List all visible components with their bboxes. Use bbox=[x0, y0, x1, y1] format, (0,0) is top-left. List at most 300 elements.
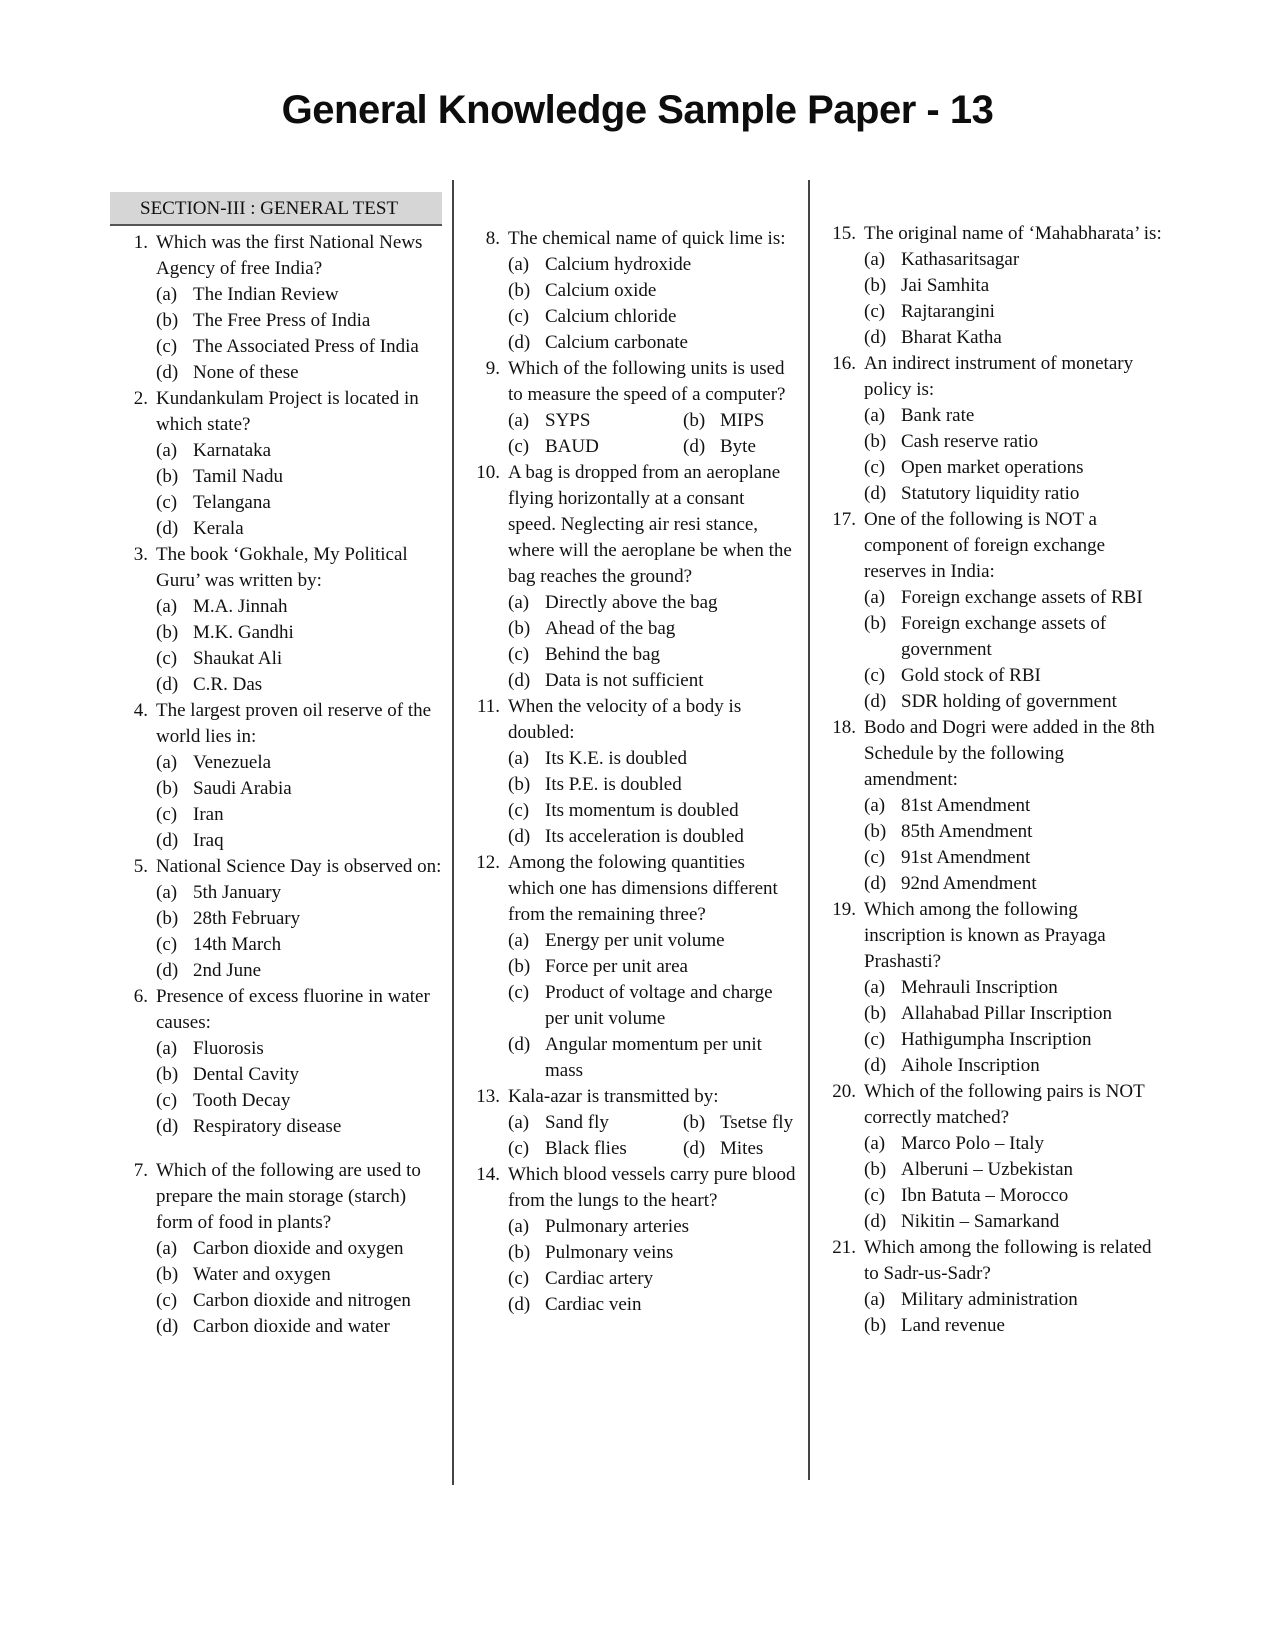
option-label: (c) bbox=[156, 1290, 178, 1311]
option-text: 28th February bbox=[193, 908, 301, 929]
option-label: (b) bbox=[508, 280, 531, 301]
option-label: (b) bbox=[864, 613, 887, 634]
question-number: 20. bbox=[832, 1081, 856, 1102]
option-label: (a) bbox=[156, 596, 178, 617]
option-item bbox=[864, 819, 1162, 845]
option-item bbox=[156, 360, 442, 386]
option-item bbox=[864, 1157, 1162, 1183]
question-text: When the velocity of a body is doubled: bbox=[508, 696, 742, 743]
option-label: (d) bbox=[156, 1116, 179, 1137]
question-text: Which among the following inscription is known as Prayaga Prashasti? bbox=[864, 899, 1106, 972]
option-label: (a) bbox=[508, 1112, 530, 1133]
option-text: MIPS bbox=[720, 410, 765, 431]
option-text: Kerala bbox=[193, 518, 244, 539]
option-label: (d) bbox=[508, 332, 531, 353]
option-label: (a) bbox=[156, 1038, 178, 1059]
option-label: (a) bbox=[864, 405, 886, 426]
question-number: 5. bbox=[133, 856, 148, 877]
option-text: Open market operations bbox=[901, 457, 1084, 478]
question-number: 19. bbox=[832, 899, 856, 920]
option-label: (d) bbox=[508, 1034, 531, 1055]
option-label: (b) bbox=[156, 778, 179, 799]
option-text: Bank rate bbox=[901, 405, 975, 426]
question-item bbox=[114, 698, 442, 854]
option-text: Carbon dioxide and nitrogen bbox=[193, 1290, 411, 1311]
option-label: (c) bbox=[864, 457, 886, 478]
option-item bbox=[156, 932, 442, 958]
option-item bbox=[864, 247, 1162, 273]
option-label: (b) bbox=[156, 466, 179, 487]
option-item bbox=[156, 438, 442, 464]
question-number: 2. bbox=[133, 388, 148, 409]
option-item bbox=[156, 776, 442, 802]
option-item bbox=[508, 746, 796, 772]
option-label: (c) bbox=[508, 1138, 530, 1159]
option-item bbox=[508, 304, 796, 330]
option-text: Karnataka bbox=[193, 440, 272, 461]
option-text: Tamil Nadu bbox=[193, 466, 283, 487]
option-text: Cardiac vein bbox=[545, 1294, 642, 1315]
option-item bbox=[156, 1262, 442, 1288]
option-label: (d) bbox=[508, 1294, 531, 1315]
question-item bbox=[114, 984, 442, 1140]
option-text: None of these bbox=[193, 362, 299, 383]
option-item bbox=[508, 1110, 683, 1136]
option-label: (a) bbox=[864, 977, 886, 998]
option-label: (a) bbox=[508, 254, 530, 275]
option-item bbox=[508, 1240, 796, 1266]
option-label: (b) bbox=[508, 774, 531, 795]
option-item bbox=[508, 954, 796, 980]
question-text: The book ‘Gokhale, My Political Guru’ was written by: bbox=[156, 544, 408, 591]
option-item bbox=[156, 516, 442, 542]
option-text: Carbon dioxide and water bbox=[193, 1316, 390, 1337]
question-number: 18. bbox=[832, 717, 856, 738]
question-text: Bodo and Dogri were added in the 8th Schedule by the following amendment: bbox=[864, 717, 1155, 790]
option-label: (a) bbox=[156, 1238, 178, 1259]
question-text: The chemical name of quick lime is: bbox=[508, 228, 786, 249]
option-text: Marco Polo – Italy bbox=[901, 1133, 1045, 1154]
option-label: (b) bbox=[864, 431, 887, 452]
option-text: Iraq bbox=[193, 830, 224, 851]
option-item bbox=[864, 1287, 1162, 1313]
option-text: Gold stock of RBI bbox=[901, 665, 1041, 686]
option-text: Bharat Katha bbox=[901, 327, 1002, 348]
option-text: Calcium oxide bbox=[545, 280, 657, 301]
question-number: 7. bbox=[133, 1160, 148, 1181]
question-text: Which among the following is related to Sadr-us-Sadr? bbox=[864, 1237, 1152, 1284]
question-number: 12. bbox=[476, 852, 500, 873]
option-label: (a) bbox=[156, 440, 178, 461]
option-item bbox=[508, 590, 796, 616]
question-item bbox=[114, 386, 442, 542]
question-number: 9. bbox=[485, 358, 500, 379]
question-list-3 bbox=[822, 221, 1162, 1339]
option-text: Carbon dioxide and oxygen bbox=[193, 1238, 404, 1259]
option-item bbox=[156, 282, 442, 308]
question-item bbox=[822, 351, 1162, 507]
option-item bbox=[156, 308, 442, 334]
option-label: (b) bbox=[864, 1315, 887, 1336]
option-text: Respiratory disease bbox=[193, 1116, 342, 1137]
column-2 bbox=[466, 226, 796, 1318]
option-label: (b) bbox=[864, 1159, 887, 1180]
option-item bbox=[864, 481, 1162, 507]
option-item bbox=[508, 1032, 796, 1084]
option-item bbox=[864, 793, 1162, 819]
option-item bbox=[864, 1313, 1162, 1339]
option-text: Nikitin – Samarkand bbox=[901, 1211, 1060, 1232]
option-label: (b) bbox=[864, 821, 887, 842]
question-number: 14. bbox=[476, 1164, 500, 1185]
option-item bbox=[156, 594, 442, 620]
option-label: (c) bbox=[508, 306, 530, 327]
option-label: (d) bbox=[864, 873, 887, 894]
option-label: (a) bbox=[508, 748, 530, 769]
option-text: SYPS bbox=[545, 410, 591, 431]
option-row bbox=[508, 1136, 796, 1162]
option-text: Mites bbox=[720, 1138, 764, 1159]
question-text: National Science Day is observed on: bbox=[156, 856, 442, 877]
option-text: The Associated Press of India bbox=[193, 336, 419, 357]
option-item bbox=[508, 616, 796, 642]
option-label: (d) bbox=[156, 830, 179, 851]
option-text: Force per unit area bbox=[545, 956, 688, 977]
question-number: 4. bbox=[133, 700, 148, 721]
option-label: (b) bbox=[156, 310, 179, 331]
option-item bbox=[508, 278, 796, 304]
option-text: Rajtarangini bbox=[901, 301, 995, 322]
option-label: (a) bbox=[508, 930, 530, 951]
option-label: (c) bbox=[156, 648, 178, 669]
question-number: 17. bbox=[832, 509, 856, 530]
option-label: (c) bbox=[156, 804, 178, 825]
option-label: (c) bbox=[864, 1185, 886, 1206]
option-text: Dental Cavity bbox=[193, 1064, 300, 1085]
option-label: (c) bbox=[508, 800, 530, 821]
option-item bbox=[156, 1088, 442, 1114]
option-item bbox=[156, 958, 442, 984]
option-text: 92nd Amendment bbox=[901, 873, 1037, 894]
option-item bbox=[508, 980, 796, 1032]
option-item bbox=[508, 798, 796, 824]
question-text: Kundankulam Project is located in which state? bbox=[156, 388, 419, 435]
question-text: Which blood vessels carry pure blood from the lungs to the heart? bbox=[508, 1164, 796, 1211]
option-text: Product of voltage and charge per unit volume bbox=[545, 982, 773, 1029]
question-text: The largest proven oil reserve of the world lies in: bbox=[156, 700, 432, 747]
question-item bbox=[466, 226, 796, 356]
option-label: (a) bbox=[864, 587, 886, 608]
option-item bbox=[508, 668, 796, 694]
option-text: Angular momentum per unit mass bbox=[545, 1034, 762, 1081]
option-label: (d) bbox=[683, 436, 706, 457]
option-label: (c) bbox=[156, 1090, 178, 1111]
option-text: 14th March bbox=[193, 934, 282, 955]
question-number: 16. bbox=[832, 353, 856, 374]
option-label: (d) bbox=[508, 826, 531, 847]
option-text: 91st Amendment bbox=[901, 847, 1031, 868]
option-text: C.R. Das bbox=[193, 674, 263, 695]
option-label: (b) bbox=[683, 1112, 706, 1133]
option-text: M.K. Gandhi bbox=[193, 622, 294, 643]
option-item bbox=[864, 1209, 1162, 1235]
option-item bbox=[508, 252, 796, 278]
option-item bbox=[508, 330, 796, 356]
option-item bbox=[864, 975, 1162, 1001]
question-text: Which of the following are used to prepare the main storage (starch) form of food in plants? bbox=[156, 1160, 421, 1233]
option-item bbox=[508, 824, 796, 850]
option-label: (d) bbox=[864, 1055, 887, 1076]
question-item bbox=[466, 694, 796, 850]
question-number: 11. bbox=[476, 696, 500, 717]
column-3 bbox=[822, 221, 1162, 1339]
option-item bbox=[156, 802, 442, 828]
option-label: (c) bbox=[864, 665, 886, 686]
option-text: Calcium carbonate bbox=[545, 332, 688, 353]
option-item bbox=[156, 1114, 442, 1140]
option-text: Cardiac artery bbox=[545, 1268, 654, 1289]
option-label: (a) bbox=[508, 592, 530, 613]
option-text: Fluorosis bbox=[193, 1038, 264, 1059]
question-text: The original name of ‘Mahabharata’ is: bbox=[864, 223, 1162, 244]
option-text: Jai Samhita bbox=[901, 275, 990, 296]
option-label: (a) bbox=[156, 882, 178, 903]
option-text: Data is not sufficient bbox=[545, 670, 704, 691]
option-item bbox=[683, 1136, 763, 1162]
column-1 bbox=[110, 192, 442, 1340]
question-item bbox=[466, 1162, 796, 1318]
option-text: Cash reserve ratio bbox=[901, 431, 1039, 452]
question-number: 15. bbox=[832, 223, 856, 244]
option-item bbox=[508, 772, 796, 798]
option-text: 85th Amendment bbox=[901, 821, 1033, 842]
option-label: (c) bbox=[864, 1029, 886, 1050]
option-label: (a) bbox=[156, 284, 178, 305]
section-header: SECTION-III : GENERAL TEST bbox=[110, 192, 442, 226]
question-number: 6. bbox=[133, 986, 148, 1007]
question-item bbox=[114, 542, 442, 698]
option-item bbox=[508, 1214, 796, 1240]
option-item bbox=[156, 1062, 442, 1088]
option-item bbox=[683, 1110, 793, 1136]
option-label: (a) bbox=[864, 1289, 886, 1310]
option-item bbox=[156, 1314, 442, 1340]
option-label: (d) bbox=[864, 483, 887, 504]
option-item bbox=[156, 620, 442, 646]
option-item bbox=[864, 429, 1162, 455]
option-item bbox=[864, 871, 1162, 897]
option-text: Kathasaritsagar bbox=[901, 249, 1020, 270]
option-label: (b) bbox=[508, 956, 531, 977]
option-label: (d) bbox=[156, 362, 179, 383]
question-text: Which was the first National News Agency of free India? bbox=[156, 232, 423, 279]
option-text: Pulmonary arteries bbox=[545, 1216, 690, 1237]
option-text: Its P.E. is doubled bbox=[545, 774, 682, 795]
option-text: Land revenue bbox=[901, 1315, 1005, 1336]
question-item bbox=[822, 507, 1162, 715]
option-label: (d) bbox=[683, 1138, 706, 1159]
option-item bbox=[864, 325, 1162, 351]
option-label: (d) bbox=[864, 1211, 887, 1232]
option-item bbox=[864, 299, 1162, 325]
option-text: Alberuni – Uzbekistan bbox=[901, 1159, 1074, 1180]
page-title: General Knowledge Sample Paper - 13 bbox=[281, 88, 994, 132]
question-number: 13. bbox=[476, 1086, 500, 1107]
option-label: (c) bbox=[508, 644, 530, 665]
option-text: Pulmonary veins bbox=[545, 1242, 674, 1263]
question-text: Kala-azar is transmitted by: bbox=[508, 1086, 719, 1107]
option-text: Its K.E. is doubled bbox=[545, 748, 687, 769]
option-label: (d) bbox=[156, 518, 179, 539]
option-item bbox=[864, 845, 1162, 871]
option-label: (a) bbox=[864, 795, 886, 816]
option-text: Saudi Arabia bbox=[193, 778, 292, 799]
option-item bbox=[156, 750, 442, 776]
option-text: The Free Press of India bbox=[193, 310, 371, 331]
option-item bbox=[864, 273, 1162, 299]
option-text: Foreign exchange assets of government bbox=[901, 613, 1107, 660]
question-item bbox=[466, 356, 796, 460]
question-item bbox=[114, 1158, 442, 1340]
option-text: Hathigumpha Inscription bbox=[901, 1029, 1092, 1050]
option-label: (b) bbox=[683, 410, 706, 431]
question-number: 3. bbox=[133, 544, 148, 565]
question-item bbox=[822, 1235, 1162, 1339]
option-text: Its momentum is doubled bbox=[545, 800, 739, 821]
option-item bbox=[156, 334, 442, 360]
question-text: Which of the following pairs is NOT correctly matched? bbox=[864, 1081, 1145, 1128]
option-text: Directly above the bag bbox=[545, 592, 718, 613]
option-label: (b) bbox=[864, 1003, 887, 1024]
option-label: (d) bbox=[156, 960, 179, 981]
column-divider-2 bbox=[808, 180, 810, 1480]
option-text: M.A. Jinnah bbox=[193, 596, 288, 617]
question-item bbox=[822, 1079, 1162, 1235]
option-row bbox=[508, 434, 796, 460]
option-row bbox=[508, 1110, 796, 1136]
option-label: (c) bbox=[156, 492, 178, 513]
question-text: One of the following is NOT a component of foreign exchange reserves in India: bbox=[864, 509, 1106, 582]
option-text: BAUD bbox=[545, 436, 599, 457]
option-item bbox=[156, 828, 442, 854]
option-item bbox=[508, 928, 796, 954]
question-list-2 bbox=[466, 226, 796, 1318]
option-label: (d) bbox=[864, 691, 887, 712]
option-label: (c) bbox=[508, 982, 530, 1003]
option-label: (a) bbox=[508, 410, 530, 431]
option-label: (c) bbox=[156, 934, 178, 955]
option-label: (c) bbox=[864, 301, 886, 322]
column-divider-1 bbox=[452, 180, 454, 1485]
option-text: Calcium hydroxide bbox=[545, 254, 692, 275]
option-text: Mehrauli Inscription bbox=[901, 977, 1058, 998]
option-text: Allahabad Pillar Inscription bbox=[901, 1003, 1113, 1024]
option-item bbox=[508, 434, 683, 460]
option-text: Water and oxygen bbox=[193, 1264, 331, 1285]
option-text: Military administration bbox=[901, 1289, 1078, 1310]
option-item bbox=[864, 611, 1162, 663]
question-text: Presence of excess fluorine in water causes: bbox=[156, 986, 430, 1033]
question-item bbox=[822, 897, 1162, 1079]
option-item bbox=[508, 408, 683, 434]
question-number: 1. bbox=[133, 232, 148, 253]
option-label: (b) bbox=[156, 1064, 179, 1085]
option-text: 5th January bbox=[193, 882, 282, 903]
option-text: The Indian Review bbox=[193, 284, 339, 305]
option-item bbox=[156, 1236, 442, 1262]
option-item bbox=[683, 434, 756, 460]
option-label: (a) bbox=[864, 249, 886, 270]
option-label: (d) bbox=[156, 674, 179, 695]
question-item bbox=[114, 854, 442, 984]
option-item bbox=[864, 1027, 1162, 1053]
option-item bbox=[864, 1183, 1162, 1209]
option-item bbox=[156, 906, 442, 932]
question-text: Which of the following units is used to measure the speed of a computer? bbox=[508, 358, 786, 405]
question-item bbox=[466, 1084, 796, 1162]
option-label: (d) bbox=[864, 327, 887, 348]
question-text: A bag is dropped from an aeroplane flying horizontally at a consant speed. Neglecting air resi stance, where will the aeroplane be when the bag reaches the ground? bbox=[508, 462, 792, 587]
option-text: Foreign exchange assets of RBI bbox=[901, 587, 1143, 608]
option-item bbox=[864, 1131, 1162, 1157]
question-number: 10. bbox=[476, 462, 500, 483]
option-item bbox=[156, 1036, 442, 1062]
question-text: An indirect instrument of monetary policy is: bbox=[864, 353, 1134, 400]
option-text: Tsetse fly bbox=[720, 1112, 794, 1133]
option-item bbox=[508, 1136, 683, 1162]
question-number: 21. bbox=[832, 1237, 856, 1258]
option-row bbox=[508, 408, 796, 434]
option-text: 2nd June bbox=[193, 960, 262, 981]
option-item bbox=[864, 689, 1162, 715]
option-label: (b) bbox=[864, 275, 887, 296]
question-list-1 bbox=[110, 230, 442, 1340]
option-text: Behind the bag bbox=[545, 644, 661, 665]
option-label: (c) bbox=[508, 1268, 530, 1289]
option-text: Telangana bbox=[193, 492, 271, 513]
option-item bbox=[156, 464, 442, 490]
question-item bbox=[466, 850, 796, 1084]
option-item bbox=[864, 663, 1162, 689]
option-text: Ahead of the bag bbox=[545, 618, 676, 639]
option-item bbox=[508, 1266, 796, 1292]
option-label: (c) bbox=[508, 436, 530, 457]
option-text: Statutory liquidity ratio bbox=[901, 483, 1080, 504]
question-item bbox=[114, 230, 442, 386]
option-item bbox=[864, 585, 1162, 611]
option-item bbox=[156, 1288, 442, 1314]
option-text: Calcium chloride bbox=[545, 306, 677, 327]
option-label: (b) bbox=[156, 1264, 179, 1285]
option-item bbox=[864, 403, 1162, 429]
question-text: Among the folowing quantities which one has dimensions different from the remaining three? bbox=[508, 852, 778, 925]
option-label: (c) bbox=[156, 336, 178, 357]
option-text: Sand fly bbox=[545, 1112, 609, 1133]
option-text: Byte bbox=[720, 436, 756, 457]
option-text: Energy per unit volume bbox=[545, 930, 725, 951]
option-label: (b) bbox=[508, 1242, 531, 1263]
question-item bbox=[822, 715, 1162, 897]
option-item bbox=[156, 646, 442, 672]
question-item bbox=[466, 460, 796, 694]
option-label: (a) bbox=[508, 1216, 530, 1237]
option-text: Venezuela bbox=[193, 752, 272, 773]
option-label: (b) bbox=[156, 908, 179, 929]
option-item bbox=[683, 408, 764, 434]
option-text: Tooth Decay bbox=[193, 1090, 291, 1111]
option-item bbox=[508, 642, 796, 668]
option-label: (b) bbox=[508, 618, 531, 639]
